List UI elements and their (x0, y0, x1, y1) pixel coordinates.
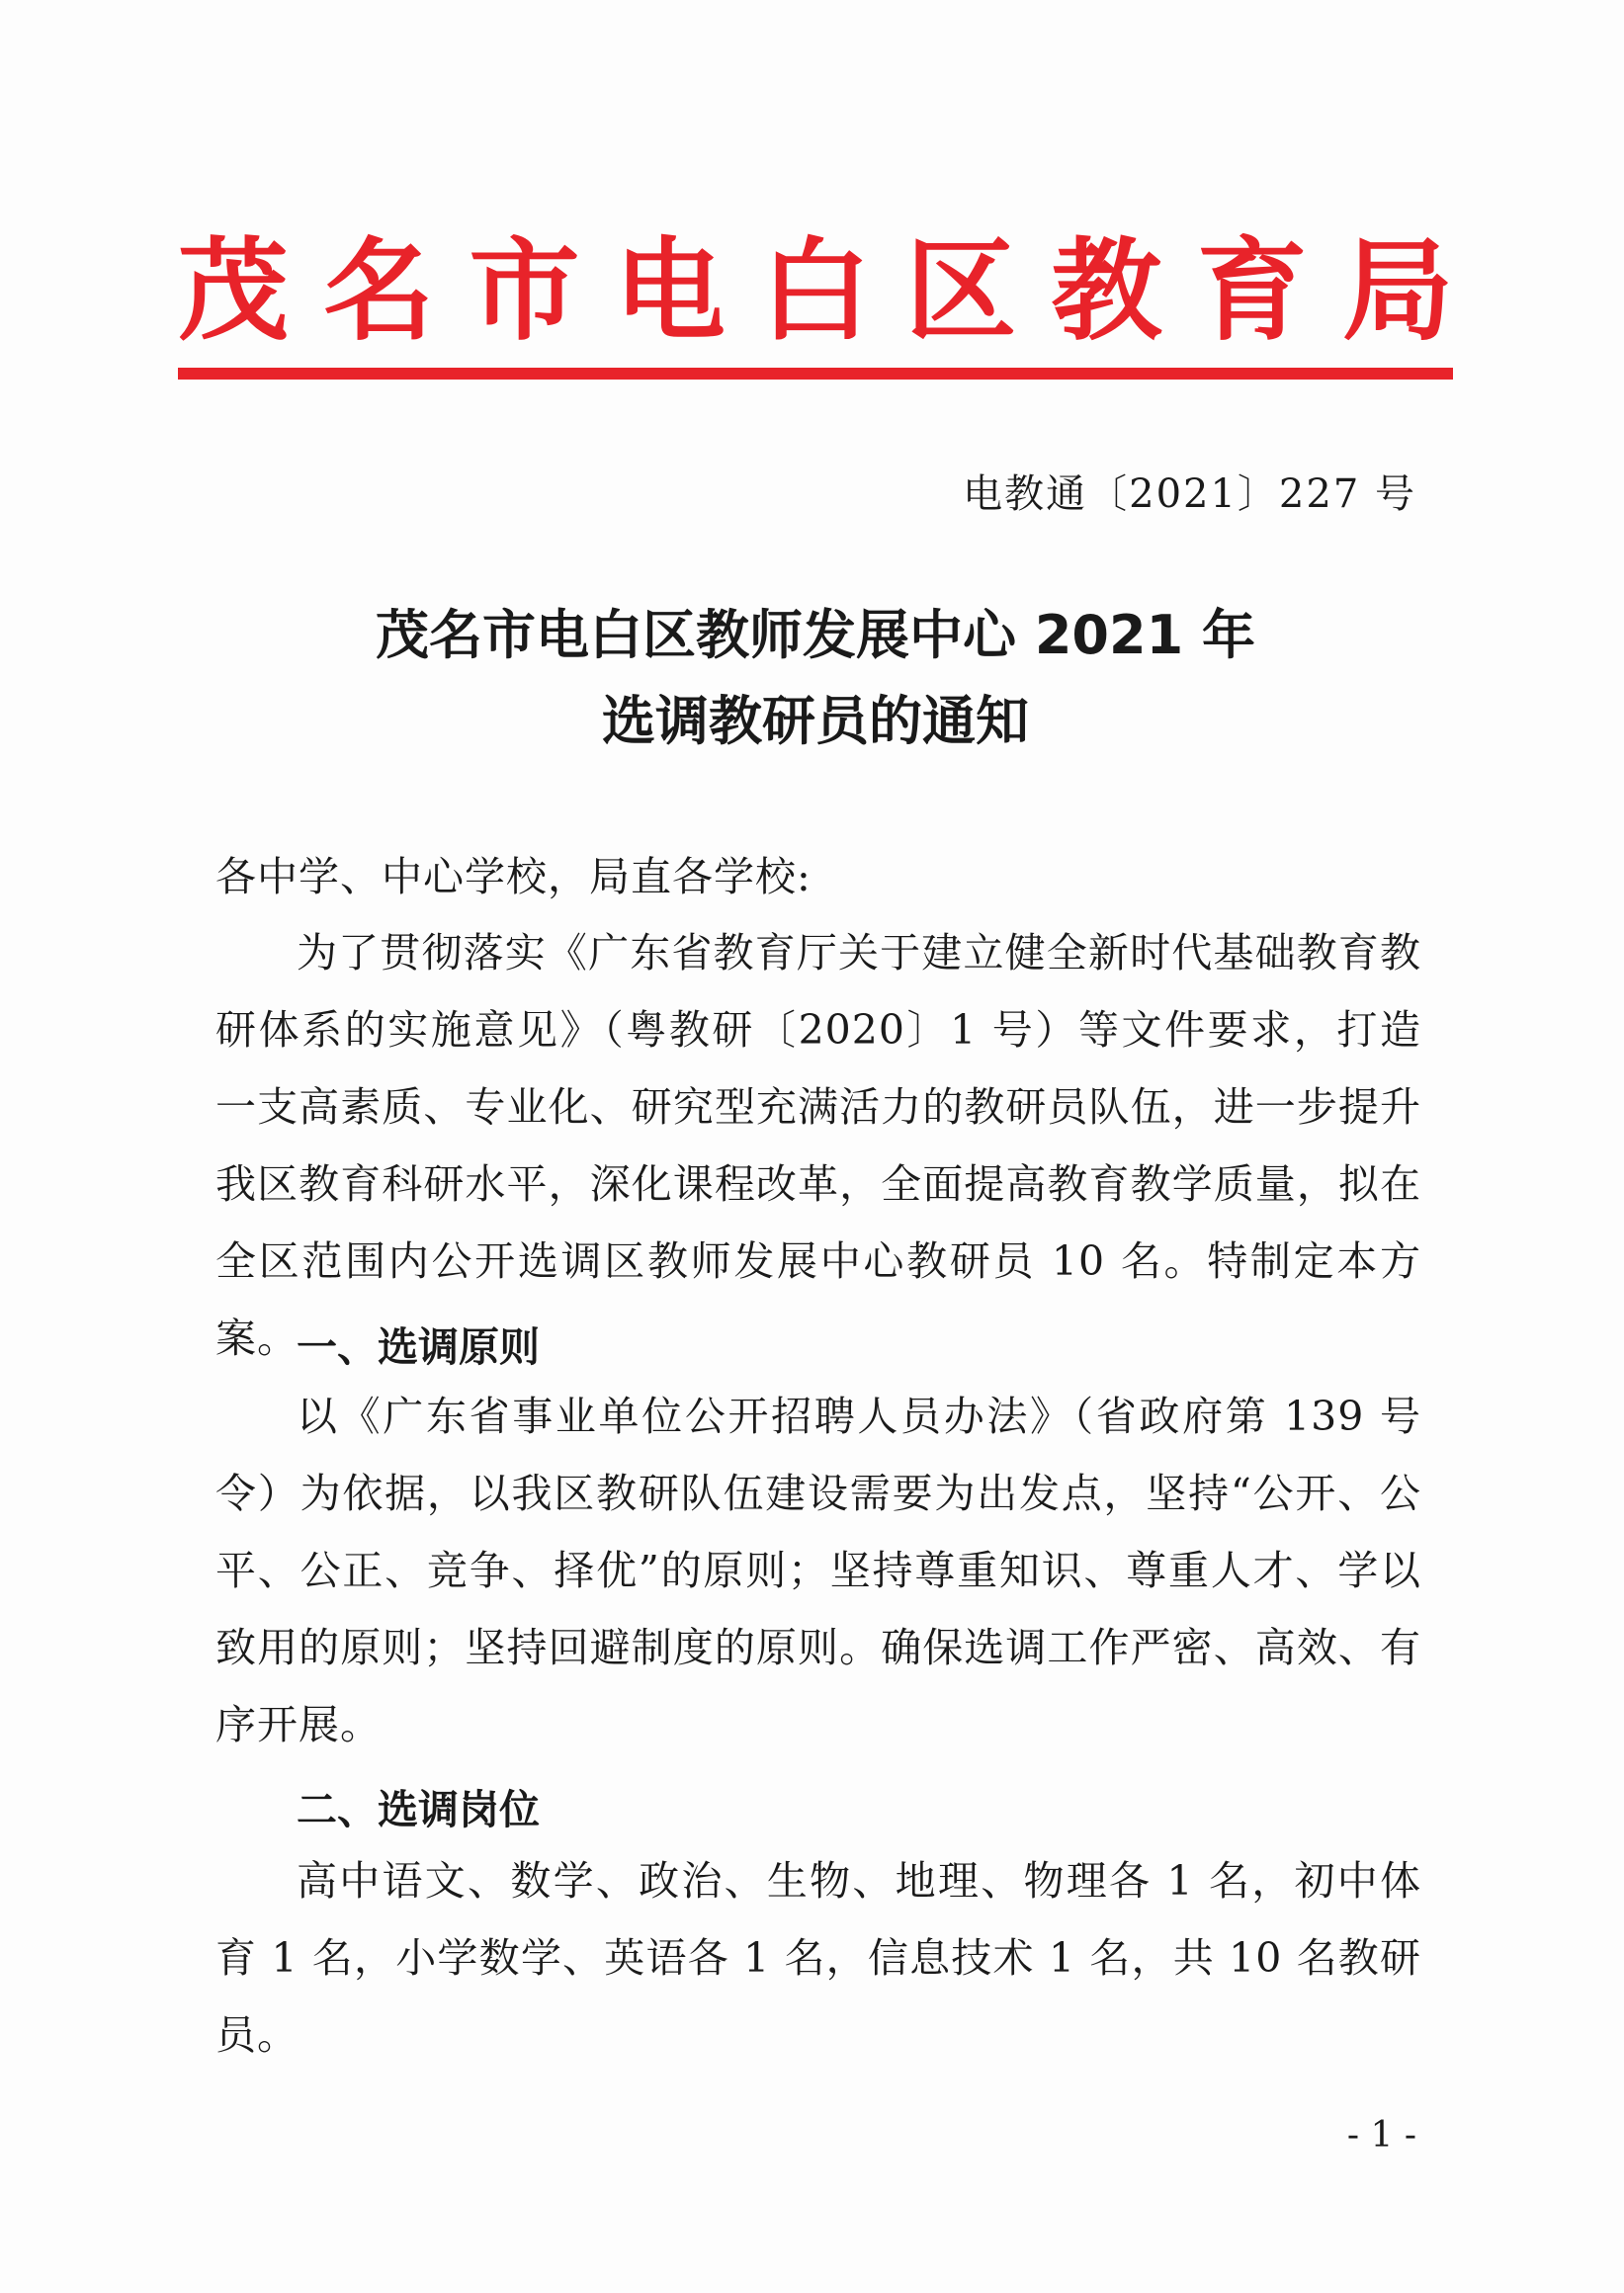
section-heading-principle: 一、选调原则 (297, 1323, 540, 1371)
letterhead-char: 名 (323, 227, 435, 356)
letterhead-char: 市 (469, 227, 580, 356)
page-number: - 1 - (1346, 2115, 1416, 2156)
principle-paragraph: 以《广东省事业单位公开招聘人员办法》（省政府第 139 号令）为依据，以我区教研队伍建设需要为出发点，坚持“公开、公平、公正、竞争、择优”的原则；坚持尊重知识、尊重人才、学以致用的原则；坚持回避制度的原则。确保选调工作严密、高效、有序开展。 (215, 1393, 1421, 1748)
letterhead-char: 茂 (178, 227, 289, 356)
letterhead-char: 白 (760, 227, 871, 356)
section-heading-positions: 二、选调岗位 (297, 1786, 540, 1833)
letterhead-divider (178, 368, 1453, 380)
letterhead-char: 局 (1342, 227, 1453, 356)
document-title-line-1: 茂名市电白区教师发展中心 2021 年 (376, 604, 1255, 666)
intro-paragraph: 为了贯彻落实《广东省教育厅关于建立健全新时代基础教育教研体系的实施意见》（粤教研〔2020〕1 号）等文件要求，打造一支高素质、专业化、研究型充满活力的教研员队伍，进一步提升我区教育科研水平，深化课程改革，全面提高教育教学质量，拟在全区范围内公开选调区教师发展中心教研员 10 名。特制定本方案。 (215, 929, 1421, 1362)
letterhead (178, 217, 1453, 366)
addressee: 各中学、中心学校，局直各学校: (215, 853, 812, 900)
letterhead-char: 教 (1051, 227, 1162, 356)
letterhead-char: 电 (614, 227, 726, 356)
document-number: 电教通〔2021〕227 号 (963, 471, 1416, 517)
document-title-line-2: 选调教研员的通知 (602, 690, 1029, 752)
positions-paragraph: 高中语文、数学、政治、生物、地理、物理各 1 名，初中体育 1 名，小学数学、英语各 1 名，信息技术 1 名，共 10 名教研员。 (215, 1857, 1421, 2059)
letterhead-char: 育 (1196, 227, 1308, 356)
letterhead-char: 区 (905, 227, 1017, 356)
